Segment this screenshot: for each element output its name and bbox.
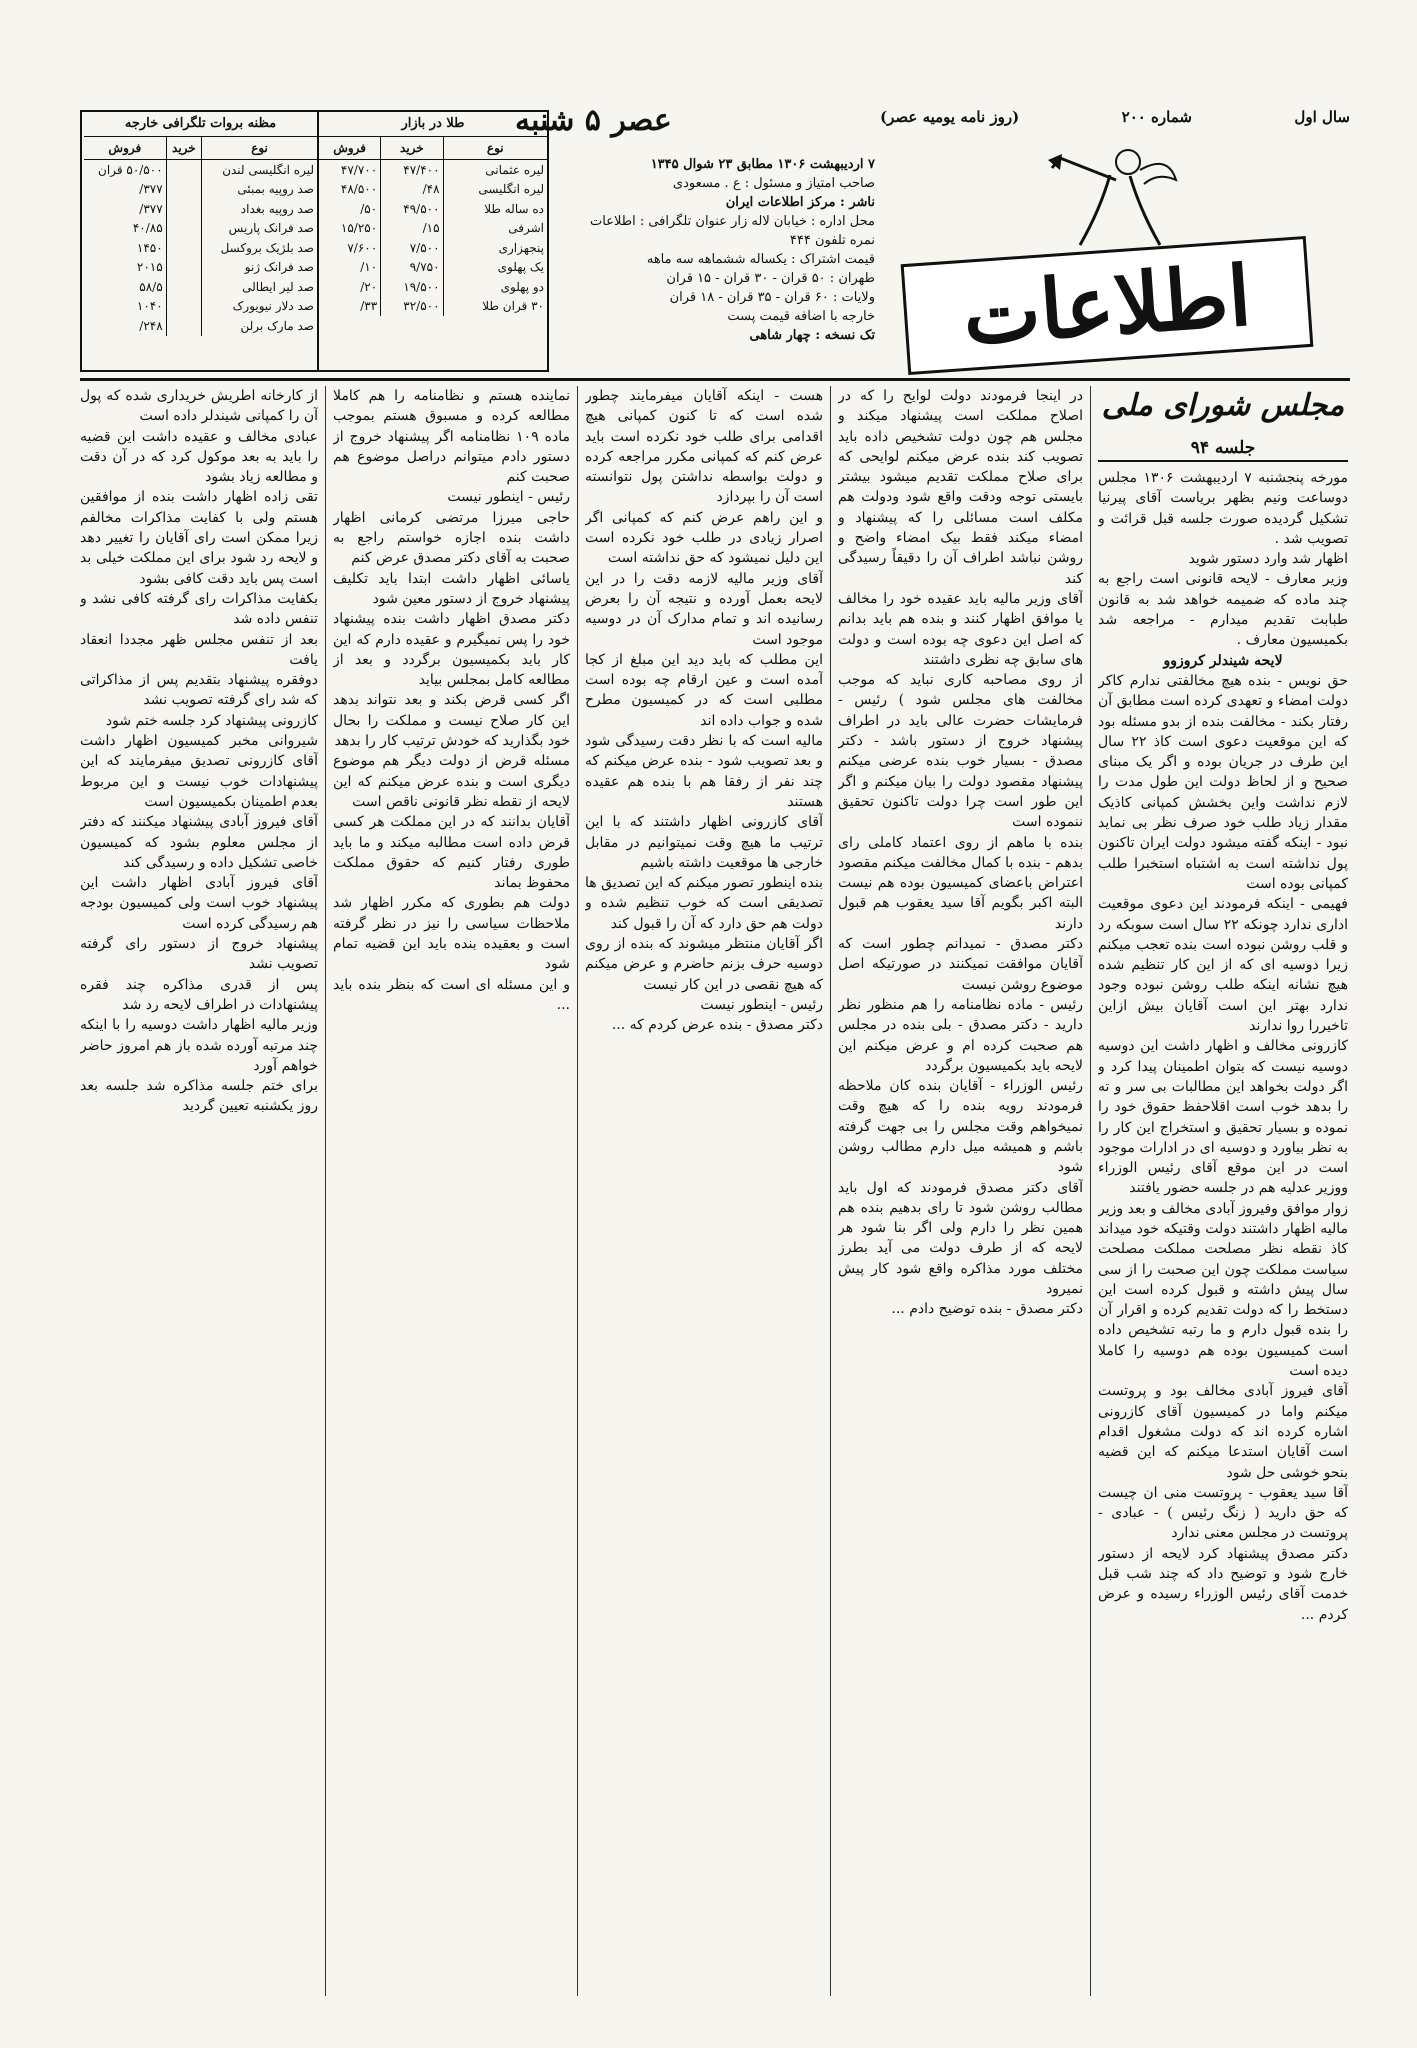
exchange-cell: لیره انگلیسی لندن bbox=[202, 160, 317, 180]
table-row bbox=[319, 258, 547, 278]
exchange-cell: ۳۷۷/ bbox=[139, 182, 163, 197]
paragraph: رئیس - ماده نظامنامه را هم منظور نظر داريد - دکتر مصدق - بلی بنده در مجلس هم صحبت کرده ام و عرض میکنم این لایحه باید بکمیسیون برگردد bbox=[838, 996, 1083, 1074]
office-line: محل اداره : خیابان لاله زار عنوان تلگرافی : اطلاعات bbox=[590, 214, 875, 229]
paragraph: بنده اینطور تصور میکنم که این تصدیق ها تصدیقی است که خوب تنظیم شده و دولت هم حق دارد که آن را قبول کند bbox=[585, 875, 823, 932]
logo-text: اطلاعات bbox=[959, 247, 1255, 364]
table-row bbox=[84, 258, 317, 278]
exchange-cell: ۵۰/۵۰۰ قران bbox=[98, 162, 163, 177]
gold-cell: لیره انگلیسی bbox=[443, 180, 547, 200]
article-column-4 bbox=[333, 386, 570, 2006]
table-row bbox=[84, 219, 317, 239]
paragraph: اگر آقایان منتظر میشوند که بنده از روی دوسیه حرف بزنم حاضرم و عرض میکنم که هیچ نقصی در این کار نیست bbox=[585, 936, 823, 993]
article-column-1 bbox=[1098, 386, 1348, 2006]
gold-cell: دو پهلوی bbox=[443, 277, 547, 297]
gold-cell: یک پهلوی bbox=[443, 258, 547, 278]
table-row bbox=[319, 277, 547, 297]
exchange-cell: صد روپیه بغداد bbox=[202, 199, 317, 219]
paragraph: اگر کسی قرض بکند و بعد نتواند بدهد این کار صلاح نیست و مملکت را بحال خود بگذارید که خودش ترتیب کار را بدهد bbox=[333, 692, 570, 750]
paragraph: دوفقره پیشنهاد بتقدیم پس از مذاکراتی که شد رای گرفته تصویب نشد bbox=[80, 672, 318, 709]
table-row bbox=[84, 180, 317, 200]
gold-cell: ۲۰/ bbox=[360, 279, 378, 294]
table-row bbox=[84, 199, 317, 219]
paragraph: مسئله قرض از دولت دیگر هم موضوع دیگری است و بنده عرض میکنم که این لایحه از نقطه نظر قانونی ناقص است bbox=[333, 753, 570, 810]
gold-cell: ۱۹/۵۰۰ bbox=[381, 277, 443, 297]
exchange-cell: ۵۸/۵ bbox=[139, 279, 163, 294]
paragraph: لایحه شیندلر کروزوو bbox=[1163, 652, 1283, 669]
paragraph: آقای فیروز آبادی پیشنهاد میکنند که دفتر از مجلس معلوم بشود که کمیسیون خاصی تشکیل داده و رسیدگی کند bbox=[80, 814, 318, 871]
exchange-cell bbox=[166, 297, 201, 317]
paragraph: شیروانی مخبر کمیسیون اظهار داشت آقای کازرونی تصدیق میفرمایند که این پیشنهادات خوب نیست و این مربوط بعدم اطمینان بکمیسیون است bbox=[80, 733, 318, 810]
exchange-table-title: مظنه بروات تلگرافی خارجه bbox=[84, 112, 317, 137]
masthead bbox=[80, 100, 1350, 372]
subscription-tehran: طهران : ۵۰ قران - ۳۰ قران - ۱۵ قران bbox=[666, 271, 875, 286]
paragraph: فهیمی - اینکه فرمودند این دعوی موقعیت اداری ندارد چونکه ۲۲ سال است سوبکه رد و قلب روشن نبوده است بنده تعجب میکنم زیرا دوسیه ای که از این کار تنظیم شده هیچ نشانه اینکه طلب روشن نبوده وجود ندارد بهتر این است آقایان بیش ازاین تاخیررا روا ندارند bbox=[1098, 896, 1348, 1035]
session-number: جلسه ۹۴ bbox=[1098, 436, 1348, 462]
paragraph: اظهار شد وارد دستور شوید bbox=[1188, 551, 1348, 568]
paragraph: حاجی میرزا مرتضی کرمانی اظهار داشت بنده اجازه خواستم راجع به صحبت به آقای دکتر مصدق عرض کنم bbox=[333, 509, 570, 567]
publication-day: عصر ۵ شنبه bbox=[515, 103, 672, 138]
date-line: ۷ اردیبهشت ۱۳۰۶ مطابق ۲۳ شوال ۱۳۴۵ bbox=[650, 157, 875, 172]
exchange-cell: صد روپیه بمبئی bbox=[202, 180, 317, 200]
paragraph: آقای فیروز آبادی مخالف بود و پروتست میکنم واما در کمیسیون آقای کازرونی اشاره کرده اند که دولت مشغول اقدام است آقایان استدعا میکنم که این قضیه بنحو خوشی حل شود bbox=[1098, 1383, 1348, 1481]
column-divider bbox=[830, 386, 831, 1996]
single-copy-price: تک نسخه : چهار شاهی bbox=[749, 328, 875, 343]
gold-header: نوع bbox=[443, 137, 547, 160]
exchange-cell: صد لیر ایطالی bbox=[202, 277, 317, 297]
paragraph: کازرونی پیشنهاد کرد جلسه ختم شود bbox=[105, 712, 318, 729]
gold-table-title: طلا در بازار bbox=[319, 112, 547, 137]
table-row bbox=[84, 316, 317, 336]
table-row bbox=[319, 160, 547, 180]
paragraph: زوار موافق وفیروز آبادی مخالف و بعد وزیر مالیه اظهار داشتند دولت وقتیکه خود میداند کاذ نقطه نظر مصلحت مملکت مصلحت سیاست مملکت چون این صحبت را از سی سال پیش داشته و قبول کرده است این دستخط را که دولت تقدیم کرده و اقرار آن را بنده قبول دارم و ما رتبه تشخیص داده است کمیسیون بوده هم دوسیه را کاملا دیده است bbox=[1098, 1200, 1348, 1380]
gold-header: خرید bbox=[381, 137, 443, 160]
column-divider bbox=[325, 386, 326, 1996]
logo bbox=[890, 140, 1330, 365]
gold-cell: ۱۵/۲۵۰ bbox=[340, 221, 378, 236]
exchange-table bbox=[84, 112, 319, 370]
exchange-cell: صد مارک برلن bbox=[202, 316, 317, 336]
masthead-rule bbox=[80, 378, 1350, 381]
paragraph: و این راهم عرض کنم که کمپانی اگر اصرار زیادی در طلب خود نکرده است این دلیل نمیشود که حق نداشته است bbox=[585, 509, 823, 567]
gold-cell: اشرفی bbox=[443, 219, 547, 239]
exchange-cell bbox=[166, 180, 201, 200]
paragraph: دولت هم بطوری که مکرر اظهار شد ملاحظات سیاسی را نیز در نظر گرفته است و بعقیده بنده باید این قضیه تمام شود bbox=[333, 895, 570, 973]
publication-info bbox=[515, 103, 875, 367]
paragraph: رئیس - اینطور نیست bbox=[447, 489, 570, 506]
paragraph: آقای فیروز آبادی اظهار داشت این پیشنهاد خوب است ولی کمیسیون بودجه هم رسیدگی کرده است bbox=[80, 875, 318, 932]
paragraph: این مطلب که باید دید این مبلغ از کجا آمده است و عین ارقام چه بوده است مطلبی است که در کمیسیون مطرح شده و جواب داده اند bbox=[585, 651, 823, 729]
paragraph: مورخه پنجشنبه ۷ اردیبهشت ۱۳۰۶ مجلس دوساعت ونیم بظهر برياست آقای پیرنیا تشکیل گردیده صورت جلسه قبل قرائت و تصویب شد . bbox=[1098, 470, 1348, 547]
table-row bbox=[84, 277, 317, 297]
gold-cell: لیره عثمانی bbox=[443, 160, 547, 180]
phone-line: نمره تلفون ۴۴۴ bbox=[789, 233, 875, 248]
logo-banner bbox=[901, 236, 1314, 375]
paragraph: پس از قدری مذاکره چند فقره پیشنهادات در اطراف لایحه رد شد bbox=[80, 976, 318, 1013]
paragraph: آقای دکتر مصدق فرمودند که اول باید مطالب روشن شود تا رای بدهیم بنده هم همین نظر را دارم ولی اگر بنا شود هر لایحه که از طرف دولت می آید بطرز مختلف مورد مذاکره واقع شود کار پیش نمیرود bbox=[838, 1179, 1083, 1298]
exchange-cell: ۲۴۸/ bbox=[139, 318, 163, 333]
exchange-cell: ۳۷۷/ bbox=[139, 201, 163, 216]
table-row bbox=[84, 238, 317, 258]
table-row bbox=[84, 160, 317, 180]
paragraph: آقای کازرونی اظهار داشتند که با این ترتیب ما هیچ وقت نمیتوانیم در مقابل خارجی ها موقعیت داشته باشیم bbox=[585, 814, 823, 871]
table-row bbox=[319, 238, 547, 258]
gold-cell: ۹/۷۵۰ bbox=[381, 258, 443, 278]
exchange-cell bbox=[166, 219, 201, 239]
article-column-5 bbox=[80, 386, 318, 2006]
paragraph: دکتر مصدق پیشنهاد کرد لایحه از دستور خارج شود و توضیح داد که چند شب قبل خدمت آقای رئیس الوزراء رسیده و عرض کردم ... bbox=[1098, 1545, 1348, 1623]
paragraph: کازرونی مخالف و اظهار داشت این دوسیه دوسیه نیست که بتوان اطمینان پیدا کرد و اگر دولت بخواهد این مطالبات بی سر و ته را بدهد خوب است اقلاحفظ حقوق خود را نموده و بسیار تحقیق و استخراج این کار را به نظر بیاورد و دوسیه ای در ادارات موجود است در این موقع آقای رئیس الوزراء ووزیر عدلیه هم در جلسه حضور یافتند bbox=[1098, 1038, 1348, 1197]
exchange-cell bbox=[166, 277, 201, 297]
paragraph: آقایان بدانند که در این مملکت هر کسی قرض داده است مطالبه میکند و ما باید طوری رفتار کنیم که حقوق مملکت محفوظ بماند bbox=[333, 814, 570, 892]
publisher-line: ناشر : مرکز اطلاعات ایران bbox=[725, 195, 875, 210]
subscription-head: قیمت اشتراک : یکساله ششماهه سه ماهه bbox=[646, 252, 875, 267]
herald-figure-icon bbox=[1040, 140, 1180, 250]
exchange-cell bbox=[166, 160, 201, 180]
paragraph: وزیر معارف - لایحه قانونی است راجع به چند ماده که ضمیمه خواهد شد به قانون طبابت تقدیم میدارم - مراجعه شد بکمیسیون معارف . bbox=[1098, 571, 1348, 649]
paragraph: از روی مصاحبه کاری نباید که موجب مخالفت های مجلس شود ) رئیس - فرمایشات حضرت عالی باید در اطراف پیشنهاد خروج از دستور باشد - دکتر مصدق - بسیار خوب بنده عرضی میکنم پیشنهاد مقصود دولت را بیان میکنم و اگر این طور است چرا دولت تاکنون تحقیق ننموده است bbox=[838, 672, 1083, 831]
exchange-cell bbox=[166, 316, 201, 336]
table-row bbox=[319, 180, 547, 200]
paragraph: آقای وزیر مالیه باید عقیده خود را مخالف یا موافق اظهار کنند و بنده هم باید بدانم که اصل این دعوی چه بوده است و دولت های سابق چه نظری داشتند bbox=[838, 590, 1083, 668]
table-row bbox=[319, 297, 547, 317]
exchange-cell: ۱۰۴۰ bbox=[136, 299, 163, 314]
paragraph: وزیر مالیه اظهار داشت دوسیه را با اینکه چند مرتبه آورده شده باز هم امروز حاضر خواهم آورد bbox=[80, 1017, 318, 1074]
exchange-cell bbox=[166, 258, 201, 278]
paragraph: برای ختم جلسه مذاکره شد جلسه بعد روز یکشنبه تعیین گردید bbox=[80, 1078, 318, 1115]
paragraph: نماینده هستم و نظامنامه را هم کاملا مطالعه کرده و مسبوق هستم بموجب ماده ۱۰۹ نظامنامه اگر پیشنهاد خروج از دستور دادم میتوانم دراصل موضوع هم صحبت کنم bbox=[333, 388, 570, 486]
subscription-provinces: ولایات : ۶۰ قران - ۳۵ قران - ۱۸ قران bbox=[669, 290, 875, 305]
paragraph: در اینجا فرمودند دولت لوایح را که در اصلاح مملکت است پیشنهاد میکند و مجلس هم چون دولت تشخیص داده باید تصویب کند بنده عرض میکنم لوایحی که برای صلاح مملکت تقدیم میشود بیشتر بایستی توجه ودقت واقع شود ودولت هم مکلف است مسائلی را که پیشنهاد و امضاء میکند فقط بیک امضاء واضح و روشن نباشد اطراف آن را دقیقاً رسیدگی کند bbox=[838, 388, 1083, 587]
paragraph: بنده با ماهم از روی اعتماد کاملی رای بدهم - بنده با کمال مخالفت میکنم مقصود اعتراض باعضای کمیسیون بوده هم نیست البته اکبر بگویم آقا سید یعقوب هم قبول دارند bbox=[838, 834, 1083, 932]
column-divider bbox=[577, 386, 578, 1996]
gold-cell: ۱۰/ bbox=[360, 260, 378, 275]
paragraph: دکتر مصدق - بنده عرض کردم که ... bbox=[611, 1017, 823, 1034]
exchange-cell: ۴۰/۸۵ bbox=[132, 221, 163, 236]
exchange-header: فروش bbox=[84, 137, 166, 160]
article-column-3 bbox=[585, 386, 823, 2006]
gold-cell: ۳۲/۵۰۰ bbox=[381, 297, 443, 317]
paragraph: عبادی مخالف و عقیده داشت این قضیه را باید به بعد موکول کرد که در آن دقت و مطالعه زیاد بشود bbox=[80, 428, 318, 486]
article-column-2 bbox=[838, 386, 1083, 2006]
exchange-header: نوع bbox=[202, 137, 317, 160]
paragraph: دکتر مصدق - بنده توضیح دادم ... bbox=[891, 1301, 1083, 1318]
gold-cell: ۴۸/ bbox=[381, 180, 443, 200]
volume-label: سال اول bbox=[1294, 108, 1350, 126]
exchange-cell: صد دلار نیویورک bbox=[202, 297, 317, 317]
exchange-cell: صد فرانک پاریس bbox=[202, 219, 317, 239]
exchange-cell: صد بلژیک بروکسل bbox=[202, 238, 317, 258]
paragraph: بکفایت مذاکرات رای گرفته کافی نشد و تنفس داده شد bbox=[80, 590, 318, 628]
gold-cell: ۷/۶۰۰ bbox=[347, 240, 378, 255]
paragraph: بعد از تنفس مجلس ظهر مجددا انعقاد یافت bbox=[80, 631, 318, 668]
gold-cell: ده ساله طلا bbox=[443, 199, 547, 219]
paragraph: رئیس - اینطور نیست bbox=[700, 996, 823, 1013]
gold-cell: ۷/۵۰۰ bbox=[381, 238, 443, 258]
paragraph: از کارخانه اطریش خریداری شده که پول آن را کمپانی شیندلر داده است bbox=[80, 388, 318, 425]
gold-cell: ۴۷/۴۰۰ bbox=[381, 160, 443, 180]
gold-cell: ۴۷/۷۰۰ bbox=[340, 162, 378, 177]
paper-type: (روز نامه یومیه عصر) bbox=[880, 108, 1020, 126]
market-tables bbox=[80, 110, 549, 372]
paragraph: تقی زاده اظهار داشت بنده از موافقین هستم ولی با کفایت مذاکرات مخالفم زیرا ممکن است رای آقایان را تغییر دهد و لایحه رد شود برای این مملکت خیلی بد است پس باید دقت کافی بشود bbox=[80, 489, 318, 587]
paragraph: و این مسئله ای است که بنظر بنده باید ... bbox=[333, 976, 570, 1013]
column-divider bbox=[1090, 386, 1091, 1996]
paragraph: پیشنهاد خروج از دستور رای گرفته تصویب نشد bbox=[80, 936, 318, 973]
paragraph: آقای وزیر مالیه لازمه دقت را در این لایحه بعمل آورده و نتیجه آن را بعرض رسانیده اند و تمام مدارک آن در دوسیه موجود است bbox=[585, 570, 823, 648]
masthead-strip bbox=[880, 108, 1350, 134]
gold-cell: پنجهزاری bbox=[443, 238, 547, 258]
gold-table bbox=[319, 112, 547, 370]
paragraph: دکتر مصدق اظهار داشت بنده پیشنهاد خود را پس نمیگیرم و عقیده دارم که این کار باید بکمیسیون برگردد و بعد از مطالعه کامل بمجلس بیاید bbox=[333, 611, 570, 689]
table-row bbox=[319, 199, 547, 219]
gold-cell: ۴۹/۵۰۰ bbox=[381, 199, 443, 219]
subscription-abroad: خارجه با اضافه قیمت پست bbox=[727, 309, 875, 324]
table-row bbox=[319, 219, 547, 239]
exchange-cell: صد فرانک ژنو bbox=[202, 258, 317, 278]
paragraph: یاسائی اظهار داشت ابتدا باید تکلیف پیشنهاد خروج از دستور معین شود bbox=[333, 570, 570, 607]
article-heading: مجلس شورای ملی bbox=[1101, 388, 1345, 423]
exchange-cell bbox=[166, 199, 201, 219]
issue-number: شماره ۲۰۰ bbox=[1121, 108, 1192, 126]
gold-cell: ۳۳/ bbox=[360, 299, 378, 314]
exchange-cell bbox=[166, 238, 201, 258]
paragraph: هست - اینکه آقایان میفرمایند چطور شده است که تا کنون کمپانی هیچ اقدامی برای طلب خود نکرده است باید عرض کنم که کمپانی مکرر مراجعه کرده و دولت بواسطه نداشتن پول نتوانسته است آن را بپردازد bbox=[585, 388, 823, 506]
paragraph: رئیس الوزراء - آقایان بنده کان ملاحظه فرمودند رویه بنده را که هیچ وقت نمیخواهم وقت مجلس را بی جهت گرفته باشم و همیشه میل دارم مطالب روشن شود bbox=[838, 1078, 1083, 1176]
exchange-cell: ۱۴۵۰ bbox=[136, 240, 163, 255]
gold-cell: ۵۰/ bbox=[360, 201, 378, 216]
paragraph: حق نویس - بنده هیچ مخالفتی ندارم کاکر دولت امضاء و تعهدی کرده است مطابق آن رفتار بکند - مخالفت بنده از بدو مسئله بود که این موقعیت دعوی است کاذ ۲۲ سال این طرف در جریان بوده و اگر یک مبنای صحیح و از لحاظ دولت این طول مدت را لازم نداشت واین بخشش کمپانی کاذیک مقدار زیاد طلب خود صرف نظر بی نماید نبود - اینکه گفته میشود دولت ایران تاکنون پول نداشته است به اشتباه استخبرا طلب کمپانی بوده است bbox=[1098, 672, 1348, 892]
paragraph: مالیه است که با نظر دقت رسیدگی شود و بعد تصویب شود - بنده عرض میکنم که چند نفر از رفقا هم با بنده هم عقیده هستند bbox=[585, 733, 823, 810]
paragraph: دکتر مصدق - نمیدانم چطور است که آقایان موافقت نمیکنند در صورتیکه اصل موضوع روشن نیست bbox=[838, 936, 1083, 993]
table-row bbox=[84, 297, 317, 317]
gold-header: فروش bbox=[319, 137, 381, 160]
paragraph: آقا سید یعقوب - پروتست منی ان چیست که حق داريد ( زنگ رئیس ) - عبادی - پروتست در مجلس معنی ندارد bbox=[1098, 1484, 1348, 1542]
exchange-cell: ۲۰۱۵ bbox=[136, 260, 163, 275]
gold-cell: ۳۰ قران طلا bbox=[443, 297, 547, 317]
gold-cell: ۱۵/ bbox=[381, 219, 443, 239]
gold-cell: ۴۸/۵۰۰ bbox=[340, 182, 378, 197]
exchange-header: خرید bbox=[166, 137, 201, 160]
owner-line: صاحب امتیاز و مسئول : ع . مسعودی bbox=[672, 176, 875, 191]
